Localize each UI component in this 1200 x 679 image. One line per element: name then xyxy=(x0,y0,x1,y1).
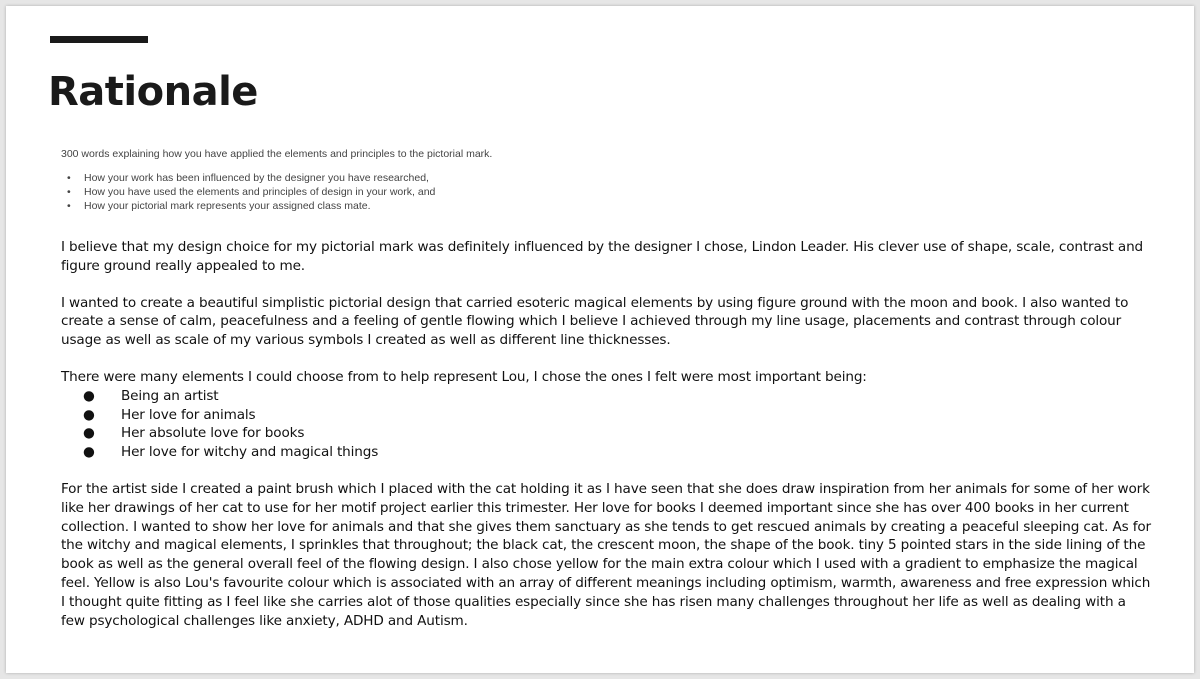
paragraph-explanation: For the artist side I created a paint brush which I placed with the cat holding it as I have seen that she does draw inspiration from her animals for some of her work like her drawings of her cat to use for her motif project earlier this trimester. Her love for books I deemed important since she has over 400 books in her current collection. I wanted to show her love for animals and that she gives them sanctuary as she tends to get rescued animals by creating a peaceful sleeping cat. As for the witchy and magical elements, I sprinkles that throughout; the black cat, the crescent moon, the shape of the book. tiny 5 pointed stars in the side lining of the book as well as the general overall feel of the flowing design. I also chose yellow for the main extra colour which I used with a gradient to emphasize the magical feel. Yellow is also Lou's favourite colour which is associated with an array of different meanings including optimism, warmth, awareness and free expression which I thought quite fitting as I feel like she carries alot of those qualities especially since she has risen many challenges throughout her life as well as dealing with a few psychological challenges like anxiety, ADHD and Autism. xyxy=(61,480,1151,629)
paragraph-design-intent: I wanted to create a beautiful simplistic pictorial design that carried esoteric magical elements by using figure ground with the moon and book. I also wanted to create a sense of calm, peacefulness and a feeling of gentle flowing which I believe I achieved through my line usage, placements and contrast through colour usage as well as scale of my various symbols I created as well as different line thicknesses. xyxy=(61,294,1129,349)
bullet-icon: ● xyxy=(83,387,95,404)
elements-list xyxy=(61,387,1151,462)
brief-intro: 300 words explaining how you have applied the elements and principles to the pictorial mark. xyxy=(61,148,493,160)
list-item-text: Her absolute love for books xyxy=(121,425,305,442)
list-item-text: Her love for witchy and magical things xyxy=(121,444,379,461)
bullet-icon: ● xyxy=(83,425,95,442)
list-item-text: Being an artist xyxy=(121,387,219,404)
rationale-body xyxy=(61,238,1151,648)
list-item xyxy=(61,443,1151,462)
list-item-text: Her love for animals xyxy=(121,406,256,423)
list-item xyxy=(61,424,1151,443)
brief-item: • How your work has been influenced by the designer you have researched, xyxy=(61,171,761,185)
list-item xyxy=(61,387,1151,406)
brief-list xyxy=(61,171,761,213)
paragraph-elements-lead: There were many elements I could choose from to help represent Lou, I chose the ones I felt were most important being: xyxy=(61,368,867,385)
bullet-icon: ● xyxy=(83,406,95,423)
slide-title: Rationale xyxy=(48,69,258,115)
paragraph-influence: I believe that my design choice for my pictorial mark was definitely influenced by the designer I chose, Lindon Leader. His clever use of shape, scale, contrast and figure ground really appealed to me. xyxy=(61,239,1144,274)
list-item xyxy=(61,406,1151,425)
brief-item: • How you have used the elements and principles of design in your work, and xyxy=(61,185,761,199)
slide xyxy=(6,6,1194,673)
bullet-icon: ● xyxy=(83,444,95,461)
assignment-brief xyxy=(61,147,761,213)
title-accent-bar xyxy=(50,36,148,43)
brief-item: • How your pictorial mark represents your assigned class mate. xyxy=(61,199,761,213)
